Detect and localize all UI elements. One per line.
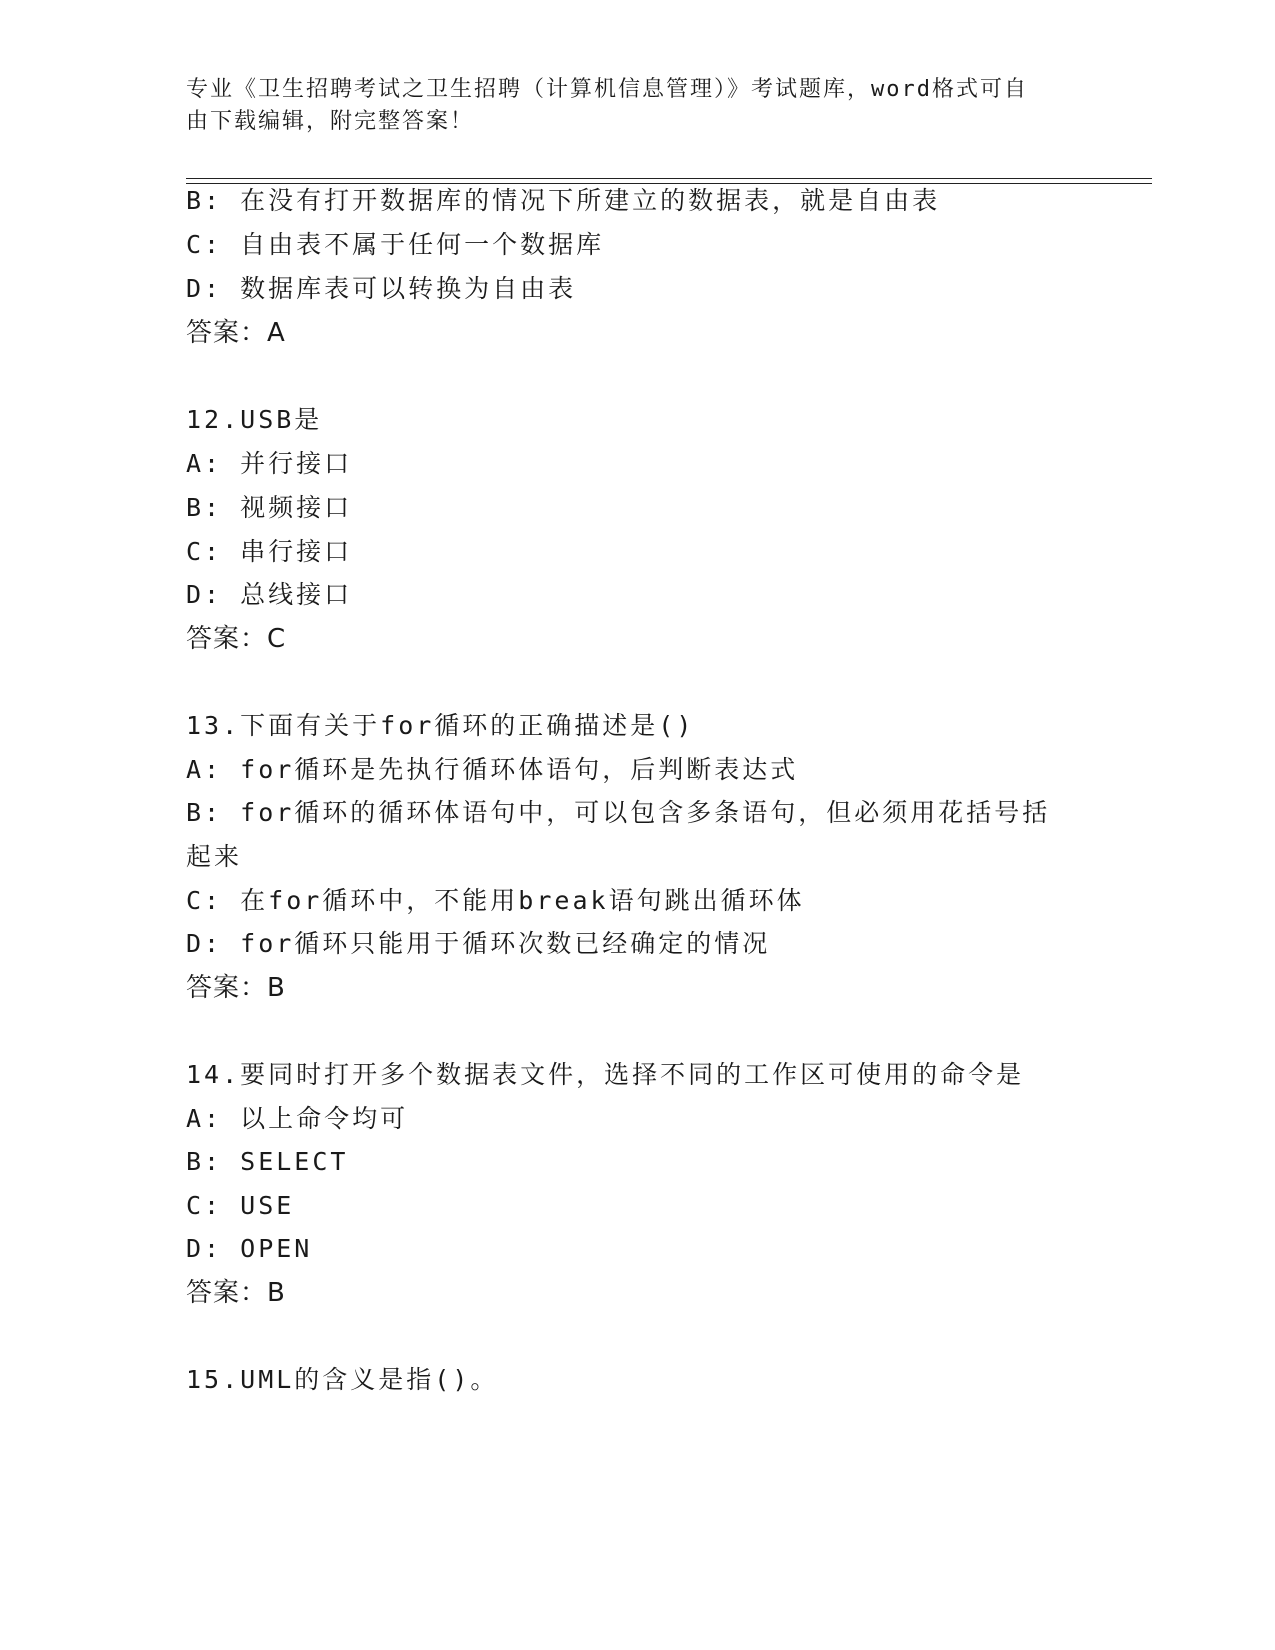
q14-option-d: D: OPEN <box>186 1234 313 1263</box>
q13-option-b-line-2: 起来 <box>186 842 243 871</box>
q12-option-a: A: 并行接口 <box>186 449 353 478</box>
q13-option-a: A: for循环是先执行循环体语句，后判断表达式 <box>186 755 799 784</box>
q12-option-b: B: 视频接口 <box>186 493 353 522</box>
q13-option-b-line-1: B: for循环的循环体语句中，可以包含多条语句，但必须用花括号括 <box>186 798 1051 827</box>
q13-question: 13.下面有关于for循环的正确描述是() <box>186 711 695 740</box>
q11-option-c: C: 自由表不属于任何一个数据库 <box>186 230 605 259</box>
q14-option-c: C: USE <box>186 1191 295 1220</box>
q12-option-d: D: 总线接口 <box>186 580 353 609</box>
q12-option-c: C: 串行接口 <box>186 537 353 566</box>
q11-answer: 答案：A <box>186 318 286 348</box>
q14-question: 14.要同时打开多个数据表文件，选择不同的工作区可使用的命令是 <box>186 1060 1025 1089</box>
q15-question: 15.UML的含义是指()。 <box>186 1365 499 1394</box>
q14-answer: 答案：B <box>186 1278 286 1308</box>
document-header <box>186 74 1076 138</box>
q12-answer: 答案：C <box>186 624 287 654</box>
q11-option-b: B: 在没有打开数据库的情况下所建立的数据表，就是自由表 <box>186 186 941 215</box>
q11-option-d: D: 数据库表可以转换为自由表 <box>186 274 577 303</box>
q12-question: 12.USB是 <box>186 405 323 434</box>
q13-option-d: D: for循环只能用于循环次数已经确定的情况 <box>186 929 771 958</box>
q14-option-b: B: SELECT <box>186 1147 349 1176</box>
q13-option-c: C: 在for循环中，不能用break语句跳出循环体 <box>186 886 805 915</box>
q13-answer: 答案：B <box>186 973 286 1003</box>
header-line-2: 由下载编辑，附完整答案！ <box>186 109 475 134</box>
header-line-1: 专业《卫生招聘考试之卫生招聘（计算机信息管理）》考试题库，word格式可自 <box>186 77 1028 102</box>
header-divider-top <box>186 178 1152 179</box>
q14-option-a: A: 以上命令均可 <box>186 1104 409 1133</box>
header-divider-bottom <box>186 183 1152 184</box>
